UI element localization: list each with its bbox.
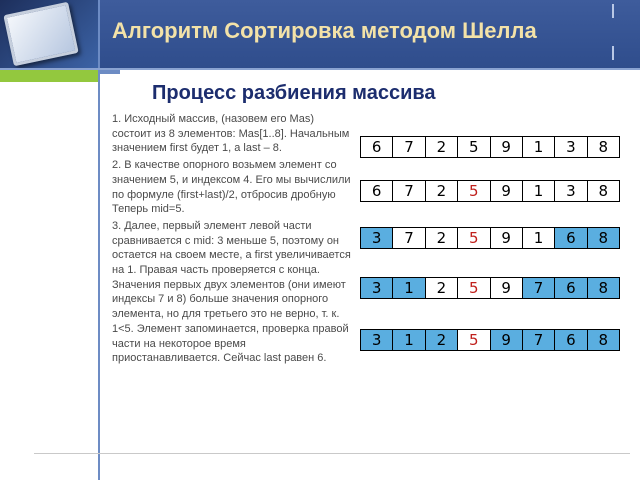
array-cell: 5: [458, 278, 490, 298]
array-cell: 9: [491, 181, 523, 201]
explanation-text: [112, 112, 352, 368]
array-cell: 5: [458, 137, 490, 157]
array-cell: 3: [361, 278, 393, 298]
array-cell: 2: [426, 181, 458, 201]
array-cell: 9: [491, 278, 523, 298]
paragraph: 3. Далее, первый элемент левой части сравнивается с mid: 3 меньше 5, поэтому он остается на своем месте, а first увеличивается на 1. Правая часть проверяется с конца. Значения первых двух элементов (они имеют индексы 7 и 8) больше значения опорного элемента, но для третьего это не верно, т. к. 1<5. Элемент запоминается, проверка правой части на некоторое время приостанавливается. Сейчас last равен 6.: [112, 219, 351, 365]
array-cell: 1: [523, 137, 555, 157]
array-cell: 2: [426, 330, 458, 350]
array-cell: 9: [491, 228, 523, 248]
array-cell: 5: [458, 330, 490, 350]
array-cell: 8: [598, 182, 609, 200]
array-cell: 3: [555, 137, 587, 157]
array-cell: 2: [426, 137, 458, 157]
array-cell: 6: [555, 228, 587, 248]
footer-divider: [34, 453, 630, 454]
array-row: [360, 329, 620, 351]
paragraph: 2. В качестве опорного возьмем элемент со значением 5, и индексом 4. Его мы вычислили по формуле (first+last)/2, отбросив дробную Теперь mid=5.: [112, 159, 351, 216]
array-cell: 6: [361, 137, 393, 157]
array-row: [360, 227, 620, 249]
array-cell: 7: [523, 330, 555, 350]
slide-title: Алгоритм Сортировка методом Шелла: [112, 18, 537, 43]
accent-stub: [98, 70, 120, 74]
array-cell: 8: [588, 278, 619, 298]
array-row: [360, 136, 620, 158]
array-row: [360, 277, 620, 299]
array-cell: 1: [393, 278, 425, 298]
array-cell: 9: [491, 330, 523, 350]
array-cell: 8: [588, 228, 619, 248]
array-cell: 7: [393, 137, 425, 157]
array-row: [360, 180, 620, 202]
array-cell: 6: [555, 330, 587, 350]
slide-subtitle: Процесс разбиения массива: [152, 82, 436, 104]
array-cell: 6: [361, 181, 393, 201]
array-cell: 2: [426, 228, 458, 248]
accent-bar: [0, 70, 98, 82]
array-cell: 3: [555, 181, 587, 201]
array-cell: 5: [458, 181, 490, 201]
array-cell: 8: [588, 330, 619, 350]
array-cell: 7: [523, 278, 555, 298]
array-cell: 2: [426, 278, 458, 298]
array-cell: 3: [361, 228, 393, 248]
paragraph: 1. Исходный массив, (назовем его Mas) состоит из 8 элементов: Mas[1..8]. Начальным значением first будет 1, а last – 8.: [112, 113, 350, 155]
array-cell: 8: [598, 138, 609, 156]
decor-tick: [612, 46, 614, 60]
array-cell: 6: [555, 278, 587, 298]
array-cell: 7: [393, 181, 425, 201]
array-cell: 5: [458, 228, 490, 248]
array-cell: 1: [523, 181, 555, 201]
array-cell: 1: [523, 228, 555, 248]
decor-tick: [612, 4, 614, 18]
array-cell: 7: [393, 228, 425, 248]
array-cell: 1: [393, 330, 425, 350]
monitor-icon: [3, 2, 78, 67]
array-cell: 3: [361, 330, 393, 350]
array-cell: 9: [491, 137, 523, 157]
header-logo-area: [0, 0, 98, 68]
